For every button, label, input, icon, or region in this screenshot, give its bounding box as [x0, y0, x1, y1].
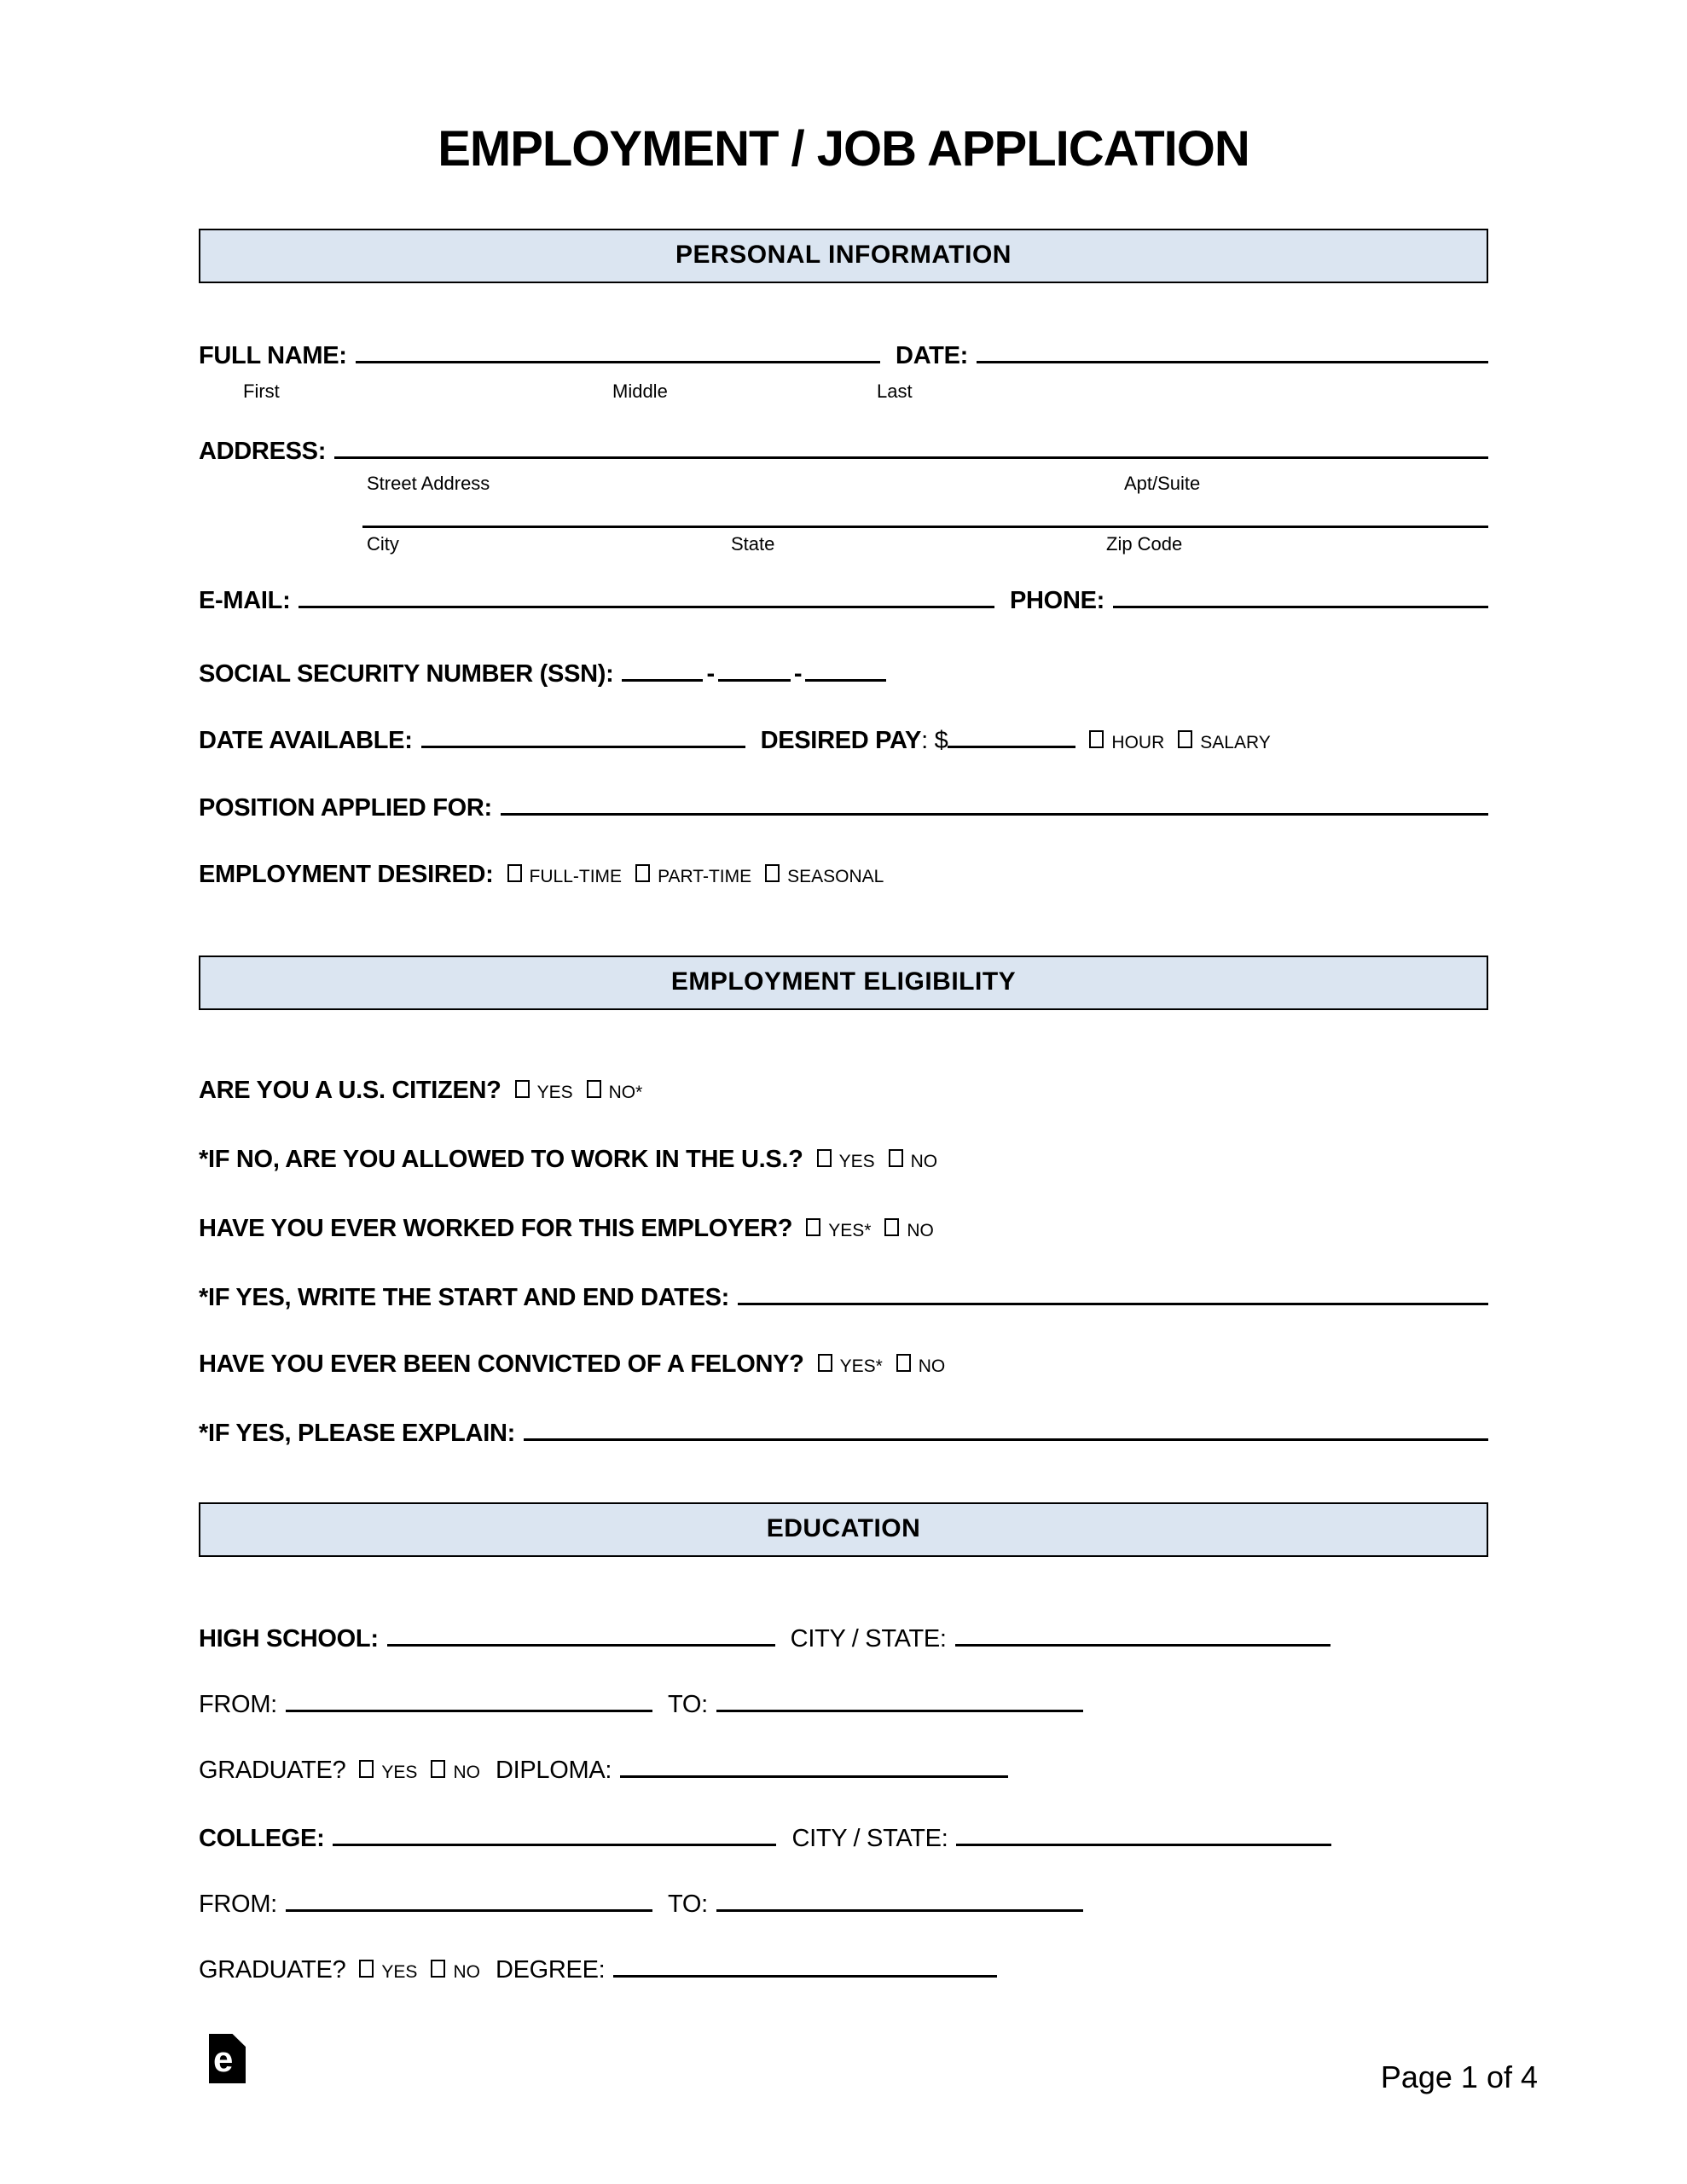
address-line2-row	[199, 526, 1488, 528]
college-graduate-yes-checkbox[interactable]	[359, 1960, 374, 1978]
high-school-row	[199, 1623, 1488, 1655]
zip-code-sublabel: Zip Code	[1106, 533, 1183, 555]
allowed-no-label: NO	[910, 1152, 938, 1171]
college-graduate-yes-label: YES	[381, 1962, 418, 1982]
please-explain-label: *IF YES, PLEASE EXPLAIN:	[199, 1420, 515, 1447]
high-school-dates-row	[199, 1688, 1488, 1721]
citizen-no-checkbox[interactable]	[587, 1080, 601, 1098]
section-header-employment-eligibility: EMPLOYMENT ELIGIBILITY	[199, 956, 1488, 1010]
citizen-yes-checkbox[interactable]	[515, 1080, 530, 1098]
seasonal-checkbox[interactable]	[765, 864, 780, 882]
college-city-state-label: CITY / STATE:	[791, 1825, 948, 1852]
ssn-part3-field[interactable]	[805, 679, 886, 682]
diploma-field[interactable]	[620, 1775, 1008, 1778]
full-name-field[interactable]	[356, 361, 880, 363]
address-label: ADDRESS:	[199, 438, 327, 465]
salary-option	[1178, 727, 1271, 759]
salary-checkbox[interactable]	[1178, 730, 1192, 748]
email-field[interactable]	[299, 606, 994, 608]
date-label: DATE:	[896, 342, 968, 369]
worked-yes-option	[806, 1215, 871, 1247]
hs-to-label: TO:	[667, 1691, 708, 1718]
college-graduate-no-option	[431, 1956, 480, 1989]
college-row	[199, 1822, 1488, 1855]
ssn-part1-field[interactable]	[622, 679, 703, 682]
citizen-yes-option	[515, 1077, 573, 1109]
employment-desired-label: EMPLOYMENT DESIRED:	[199, 861, 494, 888]
part-time-option-label: PART-TIME	[658, 867, 752, 886]
start-end-dates-field[interactable]	[738, 1303, 1488, 1305]
felony-question-row	[199, 1348, 1488, 1383]
hs-city-state-label: CITY / STATE:	[790, 1625, 947, 1653]
email-phone-row	[199, 584, 1488, 617]
desired-pay-dollar: : $	[921, 727, 948, 754]
college-to-label: TO:	[667, 1891, 708, 1918]
high-school-label: HIGH SCHOOL:	[199, 1625, 379, 1653]
hour-option-label: HOUR	[1111, 733, 1165, 752]
date-available-field[interactable]	[421, 746, 745, 748]
apt-suite-sublabel: Apt/Suite	[1124, 473, 1201, 494]
position-applied-field[interactable]	[501, 813, 1488, 816]
start-end-dates-label: *IF YES, WRITE THE START AND END DATES:	[199, 1284, 730, 1311]
hs-graduate-no-label: NO	[453, 1763, 480, 1782]
felony-yes-checkbox[interactable]	[818, 1354, 832, 1372]
full-name-label: FULL NAME:	[199, 342, 347, 369]
college-graduate-yes-option	[359, 1956, 417, 1989]
full-name-row	[199, 340, 1488, 372]
college-graduate-label: GRADUATE?	[199, 1956, 346, 1984]
street-address-field[interactable]	[334, 456, 1488, 459]
eforms-logo-letter: e	[213, 2039, 234, 2079]
eforms-logo-icon	[209, 2034, 246, 2083]
college-from-label: FROM:	[199, 1891, 277, 1918]
phone-label: PHONE:	[1010, 587, 1104, 614]
high-school-field[interactable]	[387, 1644, 775, 1647]
worked-before-question: HAVE YOU EVER WORKED FOR THIS EMPLOYER?	[199, 1215, 793, 1242]
ssn-label: SOCIAL SECURITY NUMBER (SSN):	[199, 660, 614, 688]
allowed-no-checkbox[interactable]	[889, 1149, 903, 1167]
section-header-education: EDUCATION	[199, 1502, 1488, 1557]
date-field[interactable]	[977, 361, 1488, 363]
college-dates-row	[199, 1888, 1488, 1920]
street-address-sublabel: Street Address	[367, 473, 490, 494]
allowed-to-work-question-row	[199, 1143, 1488, 1178]
position-row	[199, 792, 1488, 824]
last-sublabel: Last	[877, 380, 913, 402]
city-sublabel: City	[367, 533, 399, 555]
please-explain-field[interactable]	[524, 1438, 1488, 1441]
full-time-checkbox[interactable]	[507, 864, 522, 882]
citizen-no-option	[587, 1077, 643, 1109]
degree-label: DEGREE:	[495, 1956, 606, 1984]
college-graduate-no-checkbox[interactable]	[431, 1960, 445, 1978]
start-end-dates-row	[199, 1281, 1488, 1314]
citizen-no-label: NO*	[608, 1083, 643, 1102]
diploma-label: DIPLOMA:	[495, 1757, 612, 1784]
college-label: COLLEGE:	[199, 1825, 325, 1852]
felony-yes-label: YES*	[839, 1356, 883, 1376]
state-sublabel: State	[731, 533, 775, 555]
allowed-yes-option	[817, 1146, 875, 1178]
felony-question: HAVE YOU EVER BEEN CONVICTED OF A FELONY?	[199, 1350, 804, 1378]
middle-sublabel: Middle	[612, 380, 668, 402]
page-number: Page 1 of 4	[1380, 2059, 1538, 2094]
college-graduate-no-label: NO	[453, 1962, 480, 1982]
college-graduate-row	[199, 1954, 1488, 1989]
hs-from-field[interactable]	[286, 1710, 652, 1712]
worked-before-question-row	[199, 1212, 1488, 1247]
hs-graduate-yes-checkbox[interactable]	[359, 1760, 374, 1778]
desired-pay-label: DESIRED PAY	[760, 727, 922, 754]
allowed-no-option	[889, 1146, 938, 1178]
hs-from-label: FROM:	[199, 1691, 277, 1718]
worked-yes-label: YES*	[828, 1221, 872, 1240]
ssn-part2-field[interactable]	[718, 679, 791, 682]
college-to-field[interactable]	[716, 1909, 1083, 1912]
ssn-separator: -	[793, 660, 803, 688]
page-title: EMPLOYMENT / JOB APPLICATION	[438, 121, 1249, 177]
full-time-option-label: FULL-TIME	[529, 867, 623, 886]
felony-no-option	[896, 1350, 946, 1383]
salary-option-label: SALARY	[1200, 733, 1271, 752]
college-from-field[interactable]	[286, 1909, 652, 1912]
full-time-option	[507, 861, 623, 893]
part-time-checkbox[interactable]	[635, 864, 650, 882]
felony-no-checkbox[interactable]	[896, 1354, 911, 1372]
employment-desired-row	[199, 858, 1488, 893]
address-row	[199, 435, 1488, 468]
us-citizen-question: ARE YOU A U.S. CITIZEN?	[199, 1077, 501, 1104]
ssn-row	[199, 658, 1488, 690]
address-sublabels-row	[199, 473, 1488, 495]
high-school-graduate-row	[199, 1754, 1488, 1789]
desired-pay-field[interactable]	[948, 746, 1075, 748]
hour-option	[1089, 727, 1164, 759]
ssn-separator: -	[706, 660, 715, 688]
degree-field[interactable]	[613, 1975, 997, 1978]
college-city-state-field[interactable]	[956, 1844, 1331, 1846]
us-citizen-question-row	[199, 1074, 1488, 1109]
hs-graduate-no-option	[431, 1757, 480, 1789]
hs-graduate-yes-option	[359, 1757, 417, 1789]
hs-graduate-no-checkbox[interactable]	[431, 1760, 445, 1778]
address2-sublabels-row	[199, 533, 1488, 555]
worked-no-checkbox[interactable]	[884, 1218, 899, 1236]
worked-no-label: NO	[907, 1221, 934, 1240]
worked-yes-checkbox[interactable]	[806, 1218, 820, 1236]
first-sublabel: First	[243, 380, 280, 402]
section-header-personal-information: PERSONAL INFORMATION	[199, 229, 1488, 283]
hs-to-field[interactable]	[716, 1710, 1083, 1712]
seasonal-option-label: SEASONAL	[787, 867, 884, 886]
citizen-yes-label: YES	[536, 1083, 573, 1102]
name-sublabels-row	[199, 380, 1488, 403]
hs-graduate-label: GRADUATE?	[199, 1757, 346, 1784]
date-available-row	[199, 724, 1488, 759]
hour-checkbox[interactable]	[1089, 730, 1104, 748]
date-available-label: DATE AVAILABLE:	[199, 727, 413, 754]
hs-city-state-field[interactable]	[955, 1644, 1330, 1647]
phone-field[interactable]	[1113, 606, 1488, 608]
college-field[interactable]	[333, 1844, 776, 1846]
please-explain-row	[199, 1417, 1488, 1449]
city-state-zip-field[interactable]	[362, 526, 1488, 528]
allowed-yes-label: YES	[838, 1152, 875, 1171]
felony-yes-option	[818, 1350, 883, 1383]
seasonal-option	[765, 861, 884, 893]
email-label: E-MAIL:	[199, 587, 291, 614]
part-time-option	[635, 861, 751, 893]
felony-no-label: NO	[918, 1356, 946, 1376]
allowed-to-work-question: *IF NO, ARE YOU ALLOWED TO WORK IN THE U.S.?	[199, 1146, 803, 1173]
hs-graduate-yes-label: YES	[381, 1763, 418, 1782]
worked-no-option	[884, 1215, 934, 1247]
position-applied-label: POSITION APPLIED FOR:	[199, 794, 492, 822]
allowed-yes-checkbox[interactable]	[817, 1149, 832, 1167]
